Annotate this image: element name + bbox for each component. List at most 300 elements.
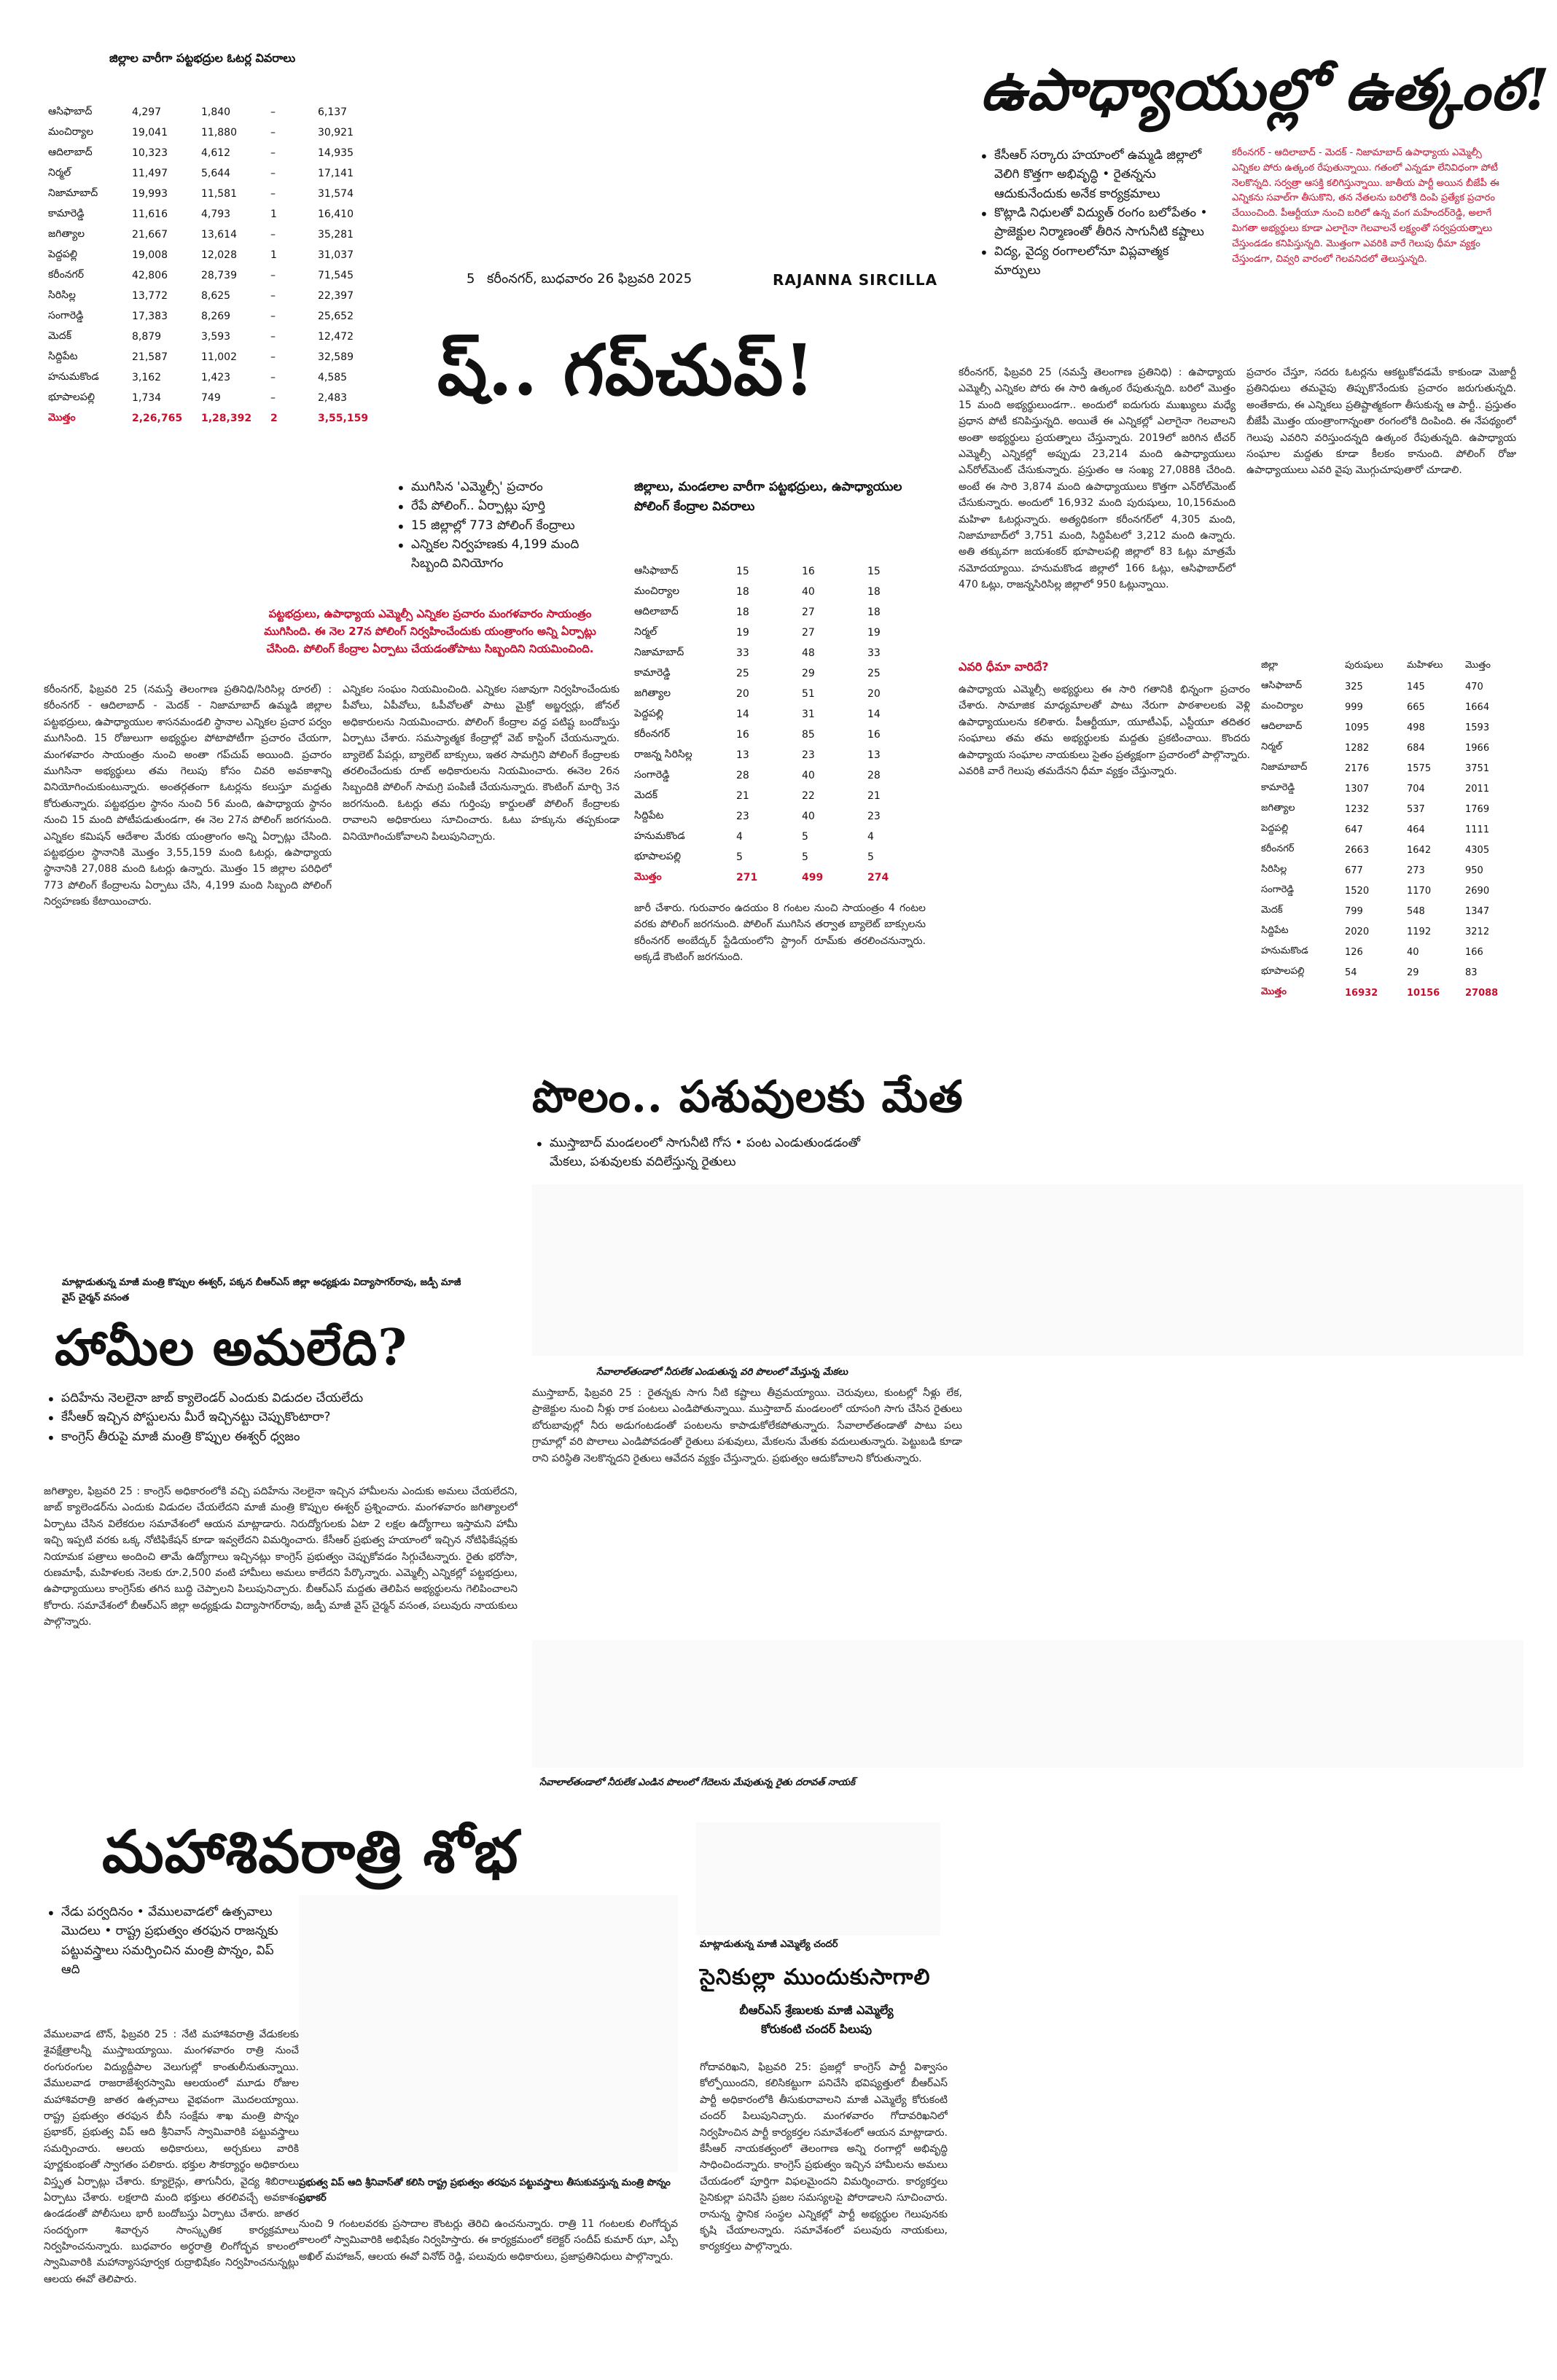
total-value: 1,28,392 <box>201 413 252 424</box>
district-cell: సిద్దిపేట <box>634 809 664 822</box>
value-cell: 4 <box>736 831 743 843</box>
value-cell: – <box>270 188 276 200</box>
value-cell: 3751 <box>1465 762 1490 774</box>
district-cell: భూపాలపల్లి <box>1261 966 1305 977</box>
value-cell: 799 <box>1345 905 1363 917</box>
total-value: 271 <box>736 872 758 883</box>
district-cell: హనుమకొండ <box>1261 945 1308 956</box>
value-cell: 29 <box>802 668 815 679</box>
district-cell: మెదక్ <box>634 789 658 801</box>
table-row <box>1261 962 1520 983</box>
value-cell: 27 <box>802 627 815 639</box>
district-cell: భూపాలపల్లి <box>48 391 95 403</box>
value-cell: 28 <box>867 770 881 781</box>
gupchup-body-col2: ఎన్నికల సంఘం నియమించింది. ఎన్నికల సజావుగా నిర్వహించేందుకు పీవోలు, ఏపీవోలు, ఓపీవోలతో పాటు మైక్రో అబ్జర్వర్లు, జోనల్ అధికారులను నియమించారు. పోలింగ్ కేంద్రాల వద్ద పటిష్ట బందోబస్తు ఏర్పాటు చేశారు. సమస్యాత్మక కేంద్రాల్లో వెబ్ కాస్టింగ్ చేయనున్నారు. బ్యాలెట్ పేపర్లు, బ్యాలెట్ బాక్సులు, ఇతర సామగ్రిని పోలింగ్ కేంద్రాలకు తరలించేందుకు రూట్ అధికారులను నియమించారు. ఈనెల 26న సిబ్బందికి పోలింగ్ సామగ్రి పంపిణీ చేయనున్నారు. కౌంటింగ్ మార్చి 3న జరగనుంది. ఓటర్లు తమ గుర్తింపు కార్డులతో పోలింగ్ కేంద్రాలకు రావాలని అధికారులు సూచించారు. ఓటు హక్కును తప్పకుండా వినియోగించుకోవాలని పిలుపునిచ్చారు. <box>343 684 620 843</box>
value-cell: 30,921 <box>318 127 354 138</box>
value-cell: 13 <box>867 749 881 761</box>
value-cell: 1095 <box>1345 722 1370 733</box>
value-cell: 31,037 <box>318 249 354 261</box>
table-row <box>634 704 926 725</box>
value-cell: 684 <box>1407 742 1425 754</box>
district-cell: ఆసిఫాబాద్ <box>1261 680 1303 691</box>
table-row <box>634 765 926 786</box>
edition-name: RAJANNA SIRCILLA <box>773 271 938 289</box>
table-row <box>634 684 926 704</box>
value-cell: 2176 <box>1345 762 1370 774</box>
value-cell: 3,593 <box>201 331 231 343</box>
table-header: మహిళలు <box>1407 660 1443 671</box>
district-cell: నిజామాబాద్ <box>48 187 98 199</box>
shivaratri-body: వేములవాడ టౌన్, ఫిబ్రవరి 25 : నేటి మహాశివరాత్రి వేడుకలకు శైవక్షేత్రాలన్నీ ముస్తాబయ్యాయి. మంగళవారం రాత్రి నుంచే రంగురంగుల విద్యుద్దీపాల వెలుగుల్లో కాంతులీనుతున్నాయి. వేములవాడ రాజరాజేశ్వరస్వామి ఆలయంలో మూడు రోజుల మహాశివరాత్రి జాతర ఉత్సవాలు వైభవంగా మొదలయ్యాయి. రాష్ట్ర ప్రభుత్వం తరఫున బీసీ సంక్షేమ శాఖ మంత్రి పొన్నం ప్రభాకర్, ప్రభుత్వ విప్ ఆది శ్రీనివాస్ స్వామివారికి పట్టువస్త్రాలు సమర్పించారు. ఆలయ అధికారులు, అర్చకులు వారికి పూర్ణకుంభంతో స్వాగతం పలికారు. భక్తుల సౌకర్యార్థం అధికారులు విస్తృత ఏర్పాట్లు చేశారు. క్యూలైన్లు, తాగునీరు, వైద్య శిబిరాలు ఏర్పాటు చేశారు. లక్షలాది మంది భక్తులు తరలివచ్చే అవకాశం ఉండడంతో పోలీసులు భారీ బందోబస్తు ఏర్పాటు చేశారు. జాతర సందర్భంగా శివార్చన సాంస్కృతిక కార్యక్రమాలు నిర్వహించనున్నారు. బుధవారం అర్ధరాత్రి లింగోద్భవ కాలంలో స్వామివారికి మహాన్యాసపూర్వక రుద్రాభిషేకం నిర్వహించనున్నట్లు ఆలయ ఈవో తెలిపారు. <box>44 2029 299 2285</box>
value-cell: 5 <box>802 851 808 863</box>
total-row <box>634 867 926 888</box>
total-row <box>48 408 391 429</box>
value-cell: 15 <box>736 566 749 577</box>
value-cell: 2,483 <box>318 392 348 404</box>
total-value: 274 <box>867 872 889 883</box>
gupchup-highlight: పట్టభద్రులు, ఉపాధ్యాయ ఎమ్మెల్సీ ఎన్నికల ప్రచారం మంగళవారం సాయంత్రం ముగిసింది. ఈ నెల 27న పోలింగ్ నిర్వహించేందుకు యంత్రాంగం అన్ని ఏర్పాట్లు చేసింది. పోలింగ్ కేంద్రాల ఏర్పాటు చేయడంతోపాటు సిబ్బందిని నియమించింది. <box>264 607 596 655</box>
bullet: • ముస్తాబాద్ మండలంలో సాగునీటి గోస • పంట ఎండుతుండడంతో మేకలు, పశువులకు వదిలేస్తున్న రైతులు <box>532 1134 882 1172</box>
table-row <box>1261 717 1520 738</box>
value-cell: 6,137 <box>318 106 348 118</box>
district-cell: జగిత్యాల <box>1261 803 1295 814</box>
teachers-body-col3: ఉపాధ్యాయ ఎమ్మెల్సీ అభ్యర్థులు ఈ సారి గతానికి భిన్నంగా ప్రచారం చేశారు. సామాజిక మాధ్యమాలతో పాటు నేరుగా పాఠశాలలకు వెళ్లి ఉపాధ్యాయులను కలిశారు. పీఆర్టీయూ, యూటీఎఫ్, ఎస్టీయూ తదితర సంఘాలు తమ తమ అభ్యర్థులకు మద్దతు ప్రకటించాయి. కొందరు ఉపాధ్యాయ సంఘాల నాయకులు సైతం ప్రత్యక్షంగా ప్రచారంలో పాల్గొన్నారు. ఎవరికి వారే గెలుపు తమదేనని ధీమా వ్యక్తం చేస్తున్నారు. <box>959 684 1250 777</box>
value-cell: 20 <box>867 688 881 700</box>
total-row <box>1261 983 1520 1003</box>
value-cell: 16 <box>736 729 749 741</box>
total-value: 10156 <box>1407 987 1440 999</box>
value-cell: 4,793 <box>201 208 231 220</box>
table-row <box>634 745 926 765</box>
value-cell: 25,652 <box>318 311 354 322</box>
soldiers-photo <box>696 1822 940 1935</box>
headline-gupchup: ష్.. గప్‌చుప్! <box>437 329 816 411</box>
district-cell: మెదక్ <box>1261 905 1283 916</box>
total-value: 16932 <box>1345 987 1378 999</box>
value-cell: – <box>270 392 276 404</box>
value-cell: – <box>270 106 276 118</box>
value-cell: 548 <box>1407 905 1425 917</box>
bullet: • 15 జిల్లాల్లో 773 పోలింగ్ కేంద్రాలు <box>394 516 612 535</box>
district-cell: మంచిర్యాల <box>48 125 94 138</box>
value-cell: 21,587 <box>132 351 168 363</box>
value-cell: 8,625 <box>201 290 231 302</box>
table-row <box>1261 860 1520 881</box>
district-cell: ఆదిలాబాద్ <box>48 146 93 158</box>
value-cell: 16 <box>867 729 881 741</box>
value-cell: 14 <box>736 709 749 720</box>
headline-fodder: పొలం.. పశువులకు మేత <box>532 1072 964 1123</box>
shivaratri-body-col2: నుంచి 9 గంటలవరకు ప్రసాదాల కౌంటర్లు తెరిచి ఉంచనున్నారు. రాత్రి 11 గంటలకు లింగోద్భవ కాలంలో స్వామివారికి అభిషేకం నిర్వహిస్తారు. ఈ కార్యక్రమంలో కలెక్టర్ సందీప్ కుమార్ ఝా, ఎస్పీ అఖిల్ మహాజన్, ఆలయ ఈవో వినోద్ రెడ్డి, పలువురు అధికారులు, ప్రజాప్రతినిధులు పాల్గొన్నారు. <box>299 2218 678 2263</box>
value-cell: 54 <box>1345 967 1357 978</box>
table-row <box>1261 799 1520 819</box>
graduates-table-caption: జిల్లాల వారీగా పట్టభద్రుల ఓటర్ల వివరాలు <box>109 51 296 65</box>
value-cell: 28,739 <box>201 270 237 281</box>
value-cell: 4 <box>867 831 874 843</box>
bullet: • విద్య, వైద్య రంగాలలోనూ విప్లవాత్మక మార్పులు <box>977 242 1217 281</box>
table-row <box>634 582 926 602</box>
promises-kicker: మాట్లాడుతున్న మాజీ మంత్రి కొప్పుల ఈశ్వర్, పక్కన బీఆర్‌ఎస్ జిల్లా అధ్యక్షుడు విద్యాసాగర్‌రావు, జడ్పీ మాజీ వైస్ చైర్మన్ వసంత <box>62 1277 461 1303</box>
value-cell: 145 <box>1407 681 1425 692</box>
value-cell: 1347 <box>1465 905 1490 917</box>
value-cell: 1282 <box>1345 742 1370 754</box>
bullet: • రేపే పోలింగ్.. ఏర్పాట్లు పూర్తి <box>394 496 612 515</box>
district-cell: ఆదిలాబాద్ <box>1261 721 1303 732</box>
value-cell: 16,410 <box>318 208 354 220</box>
fodder-bullets <box>532 1134 882 1172</box>
value-cell: – <box>270 147 276 159</box>
table-row <box>48 122 391 143</box>
table-row <box>48 204 391 225</box>
value-cell: 2020 <box>1345 926 1370 937</box>
table-row <box>48 286 391 306</box>
value-cell: 22 <box>802 790 815 802</box>
value-cell: 14,935 <box>318 147 354 159</box>
value-cell: 18 <box>867 586 881 598</box>
value-cell: 12,472 <box>318 331 354 343</box>
value-cell: 8,879 <box>132 331 162 343</box>
value-cell: 1769 <box>1465 803 1490 815</box>
value-cell: 4,585 <box>318 372 348 383</box>
table-row <box>1261 881 1520 901</box>
value-cell: 17,383 <box>132 311 168 322</box>
value-cell: 1170 <box>1407 885 1432 897</box>
value-cell: 19,041 <box>132 127 168 138</box>
polling-table <box>634 561 926 888</box>
value-cell: 18 <box>867 606 881 618</box>
value-cell: 40 <box>1407 946 1419 958</box>
table-row <box>48 245 391 265</box>
district-cell: మంచిర్యాల <box>1261 701 1303 711</box>
table-row <box>48 184 391 204</box>
value-cell: 42,806 <box>132 270 168 281</box>
value-cell: 11,880 <box>201 127 237 138</box>
teachers-red-note: కరీంనగర్ - ఆదిలాబాద్ - మెదక్ - నిజామాబాద్ ఉపాధ్యాయ ఎమ్మెల్సీ ఎన్నికల పోరు ఉత్కంఠ రేపుతున్నాయి. గతంలో ఎన్నడూ లేనివిధంగా పోటీ నెలకొన్నది. సర్వత్రా ఆసక్తి కలిగిస్తున్నాయి. జాతీయ పార్టీ అయిన బీజేపీ ఈ ఎన్నికను సవాల్‌గా తీసుకొని, తన నేతలను బరిలోకి దింపి ప్రత్యేక ప్రచారం చేయించింది. పీఆర్టీయూ నుంచి బరిలో ఉన్న వంగ మహేందర్‌రెడ్డి, అలాగే మిగతా అభ్యర్థులు కూడా ఎలాగైనా గెలవాలనే లక్ష్యంతో సర్వప్రయత్నాలు చేస్తుండడం కనిపిస్తున్నది. మొత్తంగా ఎవరికి వారే గెలుపు ధీమా వ్యక్తం చేస్తుండగా, చివ్వరి వారంలో గెలవనిదలో తెలుస్తున్నది. <box>1232 147 1499 265</box>
value-cell: – <box>270 127 276 138</box>
value-cell: 29 <box>1407 967 1419 978</box>
value-cell: 11,497 <box>132 168 168 179</box>
value-cell: 19,993 <box>132 188 168 200</box>
value-cell: 1 <box>270 249 277 261</box>
table-header: జిల్లా <box>1261 660 1279 671</box>
table-row <box>1261 901 1520 921</box>
value-cell: 32,589 <box>318 351 354 363</box>
value-cell: 470 <box>1465 681 1483 692</box>
table-row <box>1261 779 1520 799</box>
value-cell: 40 <box>802 586 815 598</box>
table-row <box>634 623 926 643</box>
graduates-table <box>48 102 391 429</box>
value-cell: 83 <box>1465 967 1478 978</box>
shivaratri-photo-caption: ప్రభుత్వ విప్ ఆది శ్రీనివాస్‌తో కలిసి రాష్ట్ర ప్రభుత్వం తరఫున పట్టువస్త్రాలు తీసుకువస్తున్న మంత్రి పొన్నం ప్రభాకర్ <box>299 2177 671 2204</box>
value-cell: 48 <box>802 647 815 659</box>
table-row <box>48 143 391 163</box>
value-cell: 1642 <box>1407 844 1432 856</box>
value-cell: – <box>270 168 276 179</box>
district-cell: ఆసిఫాబాద్ <box>48 105 93 117</box>
value-cell: 25 <box>736 668 749 679</box>
district-cell: సిరిసిల్ల <box>48 289 76 301</box>
table-row <box>1261 819 1520 840</box>
value-cell: – <box>270 311 276 322</box>
value-cell: 464 <box>1407 824 1425 835</box>
value-cell: – <box>270 290 276 302</box>
table-row <box>634 827 926 847</box>
value-cell: 12,028 <box>201 249 237 261</box>
table-row <box>634 806 926 827</box>
value-cell: 21 <box>736 790 749 802</box>
value-cell: 10,323 <box>132 147 168 159</box>
value-cell: 17,141 <box>318 168 354 179</box>
soldiers-body: గోదావరిఖని, ఫిబ్రవరి 25: ప్రజల్లో కాంగ్రెస్ పార్టీ విశ్వాసం కోల్పోయిందని, కలిసికట్టుగా పనిచేసి భవిష్యత్తులో బీఆర్‌ఎస్ పార్టీ అధికారంలోకి తీసుకురావాలని మాజీ ఎమ్మెల్యే కోరుకంటి చందర్ పిలుపునిచ్చారు. మంగళవారం గోదావరిఖనిలో నిర్వహించిన పార్టీ కార్యకర్తల సమావేశంలో ఆయన మాట్లాడారు. కేసీఆర్ నాయకత్వంలో తెలంగాణ అన్ని రంగాల్లో అభివృద్ధి సాధించిందన్నారు. కాంగ్రెస్ ప్రభుత్వం ఇచ్చిన హామీలను అమలు చేయడంలో పూర్తిగా విఫలమైందని విమర్శించారు. కార్యకర్తలు సైనికుల్లా పనిచేసి ప్రజల సమస్యలపై పోరాడాలని సూచించారు. రానున్న స్థానిక సంస్థల ఎన్నికల్లో పార్టీ అభ్యర్థుల గెలుపునకు కృషి చేయాలన్నారు. సమావేశంలో పలువురు నాయకులు, కార్యకర్తలు పాల్గొన్నారు. <box>700 2061 948 2253</box>
value-cell: 5 <box>802 831 808 843</box>
district-cell: సంగారెడ్డి <box>634 768 670 781</box>
district-cell: పెద్దపల్లి <box>634 707 664 719</box>
value-cell: 35,281 <box>318 229 354 241</box>
value-cell: 11,616 <box>132 208 168 220</box>
value-cell: 665 <box>1407 701 1425 713</box>
teachers-table <box>1261 656 1520 1003</box>
headline-soldiers: సైనికుల్లా ముందుకుసాగాలి <box>700 1965 931 1990</box>
bullet: • కాంగ్రెస్ తీరుపై మాజీ మంత్రి కొప్పుల ఈశ్వర్ ధ్వజం <box>44 1427 496 1446</box>
total-value: 2,26,765 <box>132 413 183 424</box>
value-cell: 537 <box>1407 803 1425 815</box>
value-cell: 1966 <box>1465 742 1490 754</box>
district-cell: కామారెడ్డి <box>634 666 671 679</box>
total-value: 499 <box>802 872 824 883</box>
headline-promises: హామీల అమలేది? <box>55 1319 408 1377</box>
district-cell: నిర్మల్ <box>634 625 657 638</box>
value-cell: 5,644 <box>201 168 231 179</box>
bullet: • కొట్లాడి నిధులతో విద్యుత్ రంగం బలోపేతం • ప్రాజెక్టుల నిర్మాణంతో తీరిన సాగునీటి కష్టాలు <box>977 203 1217 242</box>
district-cell: సంగారెడ్డి <box>48 309 84 321</box>
fodder-photo-caption: సేవాలాల్‌తండాలో నీరులేక ఎండుతున్న వరి పొలంలో మేస్తున్న మేకలు <box>596 1367 848 1378</box>
value-cell: 677 <box>1345 865 1363 876</box>
district-cell: కామారెడ్డి <box>1261 782 1295 793</box>
fodder-photo-2 <box>532 1640 1523 1768</box>
district-cell: సిద్దిపేట <box>48 350 78 362</box>
value-cell: 33 <box>867 647 881 659</box>
district-cell: జగిత్యాల <box>48 227 85 240</box>
district-cell: కరీంనగర్ <box>48 268 84 281</box>
value-cell: 18 <box>736 606 749 618</box>
value-cell: 1593 <box>1465 722 1490 733</box>
value-cell: 166 <box>1465 946 1483 958</box>
value-cell: 19 <box>736 627 749 639</box>
value-cell: 22,397 <box>318 290 354 302</box>
value-cell: 4,612 <box>201 147 231 159</box>
value-cell: 13 <box>736 749 749 761</box>
value-cell: 31 <box>802 709 815 720</box>
value-cell: – <box>270 331 276 343</box>
district-cell: మెదక్ <box>48 329 72 342</box>
value-cell: 273 <box>1407 865 1425 876</box>
total-value: 27088 <box>1465 987 1499 999</box>
district-cell: జగిత్యాల <box>634 687 671 699</box>
headline-teachers: ఉపాధ్యాయుల్లో ఉత్కంఠ! <box>980 57 1550 123</box>
district-cell: నిజామాబాద్ <box>634 646 684 658</box>
value-cell: 14 <box>867 709 881 720</box>
value-cell: 11,002 <box>201 351 237 363</box>
district-cell: సిరిసిల్ల <box>1261 864 1287 875</box>
value-cell: 23 <box>867 811 881 822</box>
gupchup-body-col1: కరీంనగర్, ఫిబ్రవరి 25 (నమస్తే తెలంగాణ ప్రతినిధి/సిరిసిల్ల రూరల్) : కరీంనగర్ - ఆదిలాబాద్ - మెదక్ - నిజామాబాద్ ఉమ్మడి జిల్లాల పట్టభద్రులు, ఉపాధ్యాయుల శాసనమండలి స్థానాల ఎన్నికల ప్రచార పర్వం ముగిసింది. 15 రోజులుగా అభ్యర్థుల పోటాపోటీగా ప్రచారం చేయగా, మంగళవారం సాయంత్రం నుంచి అంతా గప్‌చుప్ అయింది. ప్రచారం ముగిసినా అభ్యర్థులు తమ గెలుపు కోసం చివరి అవకాశాన్ని వినియోగించుకుంటున్నారు. అంతర్గతంగా ఓటర్లను కలుస్తూ మద్దతు కోరుతున్నారు. పట్టభద్రుల స్థానం నుంచి 56 మంది, ఉపాధ్యాయ స్థానం నుంచి 15 మంది పోటీపడుతుండగా, ఈ నెల 27న పోలింగ్ జరగనుంది. ఎన్నికల కమిషన్ ఆదేశాల మేరకు యంత్రాంగం అన్ని ఏర్పాట్లు చేసింది. పట్టభద్రుల స్థానానికి మొత్తం 3,55,159 మంది ఓటర్లు, ఉపాధ్యాయ స్థానానికి 27,088 మంది ఓటర్లు ఉన్నారు. మొత్తం 15 జిల్లాల పరిధిలో 773 పోలింగ్ కేంద్రాలను ఏర్పాటు చేసి, 4,199 మంది సిబ్బంది పోలింగ్ నిర్వహణకు కేటాయించారు. <box>44 684 332 908</box>
bullet: • కేసీఆర్ ఇచ్చిన పోస్టులను మీరే ఇచ్చినట్టు చెప్పుకొంటారా? <box>44 1408 496 1427</box>
table-row <box>634 561 926 582</box>
value-cell: 4,297 <box>132 106 162 118</box>
polling-table-caption: జిల్లాలు, మండలాల వారీగా పట్టభద్రులు, ఉపాధ్యాయుల పోలింగ్ కేంద్రాల వివరాలు <box>634 480 902 515</box>
table-header: మొత్తం <box>1465 660 1491 671</box>
value-cell: – <box>270 270 276 281</box>
bullet: • ముగిసిన 'ఎమ్మెల్సీ' ప్రచారం <box>394 477 612 496</box>
teachers-subheading: ఎవరి ధీమా వారిదే? <box>959 660 1049 674</box>
value-cell: 999 <box>1345 701 1363 713</box>
promises-body: జగిత్యాల, ఫిబ్రవరి 25 : కాంగ్రెస్ అధికారంలోకి వచ్చి పదిహేను నెలలైనా ఇచ్చిన హామీలను ఎందుకు అమలు చేయలేదని, జాబ్ క్యాలెండర్‌ను ఎందుకు విడుదల చేయలేదని మాజీ మంత్రి కొప్పుల ఈశ్వర్ ప్రశ్నించారు. మంగళవారం జగిత్యాలలో ఏర్పాటు చేసిన విలేకరుల సమావేశంలో ఆయన మాట్లాడారు. నిరుద్యోగులకు ఏటా 2 లక్షల ఉద్యోగాలు ఇస్తామని హామీ ఇచ్చి ఇప్పటి వరకు ఒక్క నోటిఫికేషన్ కూడా ఇవ్వలేదని విమర్శించారు. కేసీఆర్ ప్రభుత్వ హయాంలో ఇచ్చిన నోటిఫికేషన్లకు నియామక పత్రాలు అందించి తామే ఉద్యోగాలు ఇచ్చినట్లు కాంగ్రెస్ ప్రభుత్వం చెప్పుకోవడం సిగ్గుచేటన్నారు. రైతు భరోసా, రుణమాఫీ, మహిళలకు నెలకు రూ.2,500 వంటి హామీలు అమలు కాలేదని పేర్కొన్నారు. ఎమ్మెల్సీ ఎన్నికల్లో పట్టభద్రులు, ఉపాధ్యాయులు కాంగ్రెస్‌కు తగిన బుద్ధి చెప్పాలని పిలుపునిచ్చారు. బీఆర్‌ఎస్ మద్దతు తెలిపిన అభ్యర్థులను గెలిపించాలని కోరారు. సమావేశంలో బీఆర్‌ఎస్ జిల్లా అధ్యక్షుడు విద్యాసాగర్‌రావు, జడ్పీ మాజీ వైస్ చైర్మన్ వసంత, పలువురు నాయకులు పాల్గొన్నారు. <box>44 1486 518 1628</box>
value-cell: 1,734 <box>132 392 162 404</box>
value-cell: 5 <box>736 851 743 863</box>
value-cell: 1,423 <box>201 372 231 383</box>
value-cell: 40 <box>802 811 815 822</box>
district-cell: సంగారెడ్డి <box>1261 884 1295 895</box>
teachers-bullets <box>977 146 1217 280</box>
district-cell: పెద్దపల్లి <box>48 248 78 260</box>
table-row <box>1261 921 1520 942</box>
value-cell: 126 <box>1345 946 1363 958</box>
fodder-photo2-caption: సేవాలాల్‌తండాలో నీరులేక ఎండిన పొలంలో గేదెలను మేపుతున్న రైతు దరావత్ నాయక్ <box>539 1777 856 1788</box>
table-row <box>48 163 391 184</box>
value-cell: 1,840 <box>201 106 231 118</box>
value-cell: 1111 <box>1465 824 1490 835</box>
value-cell: 1664 <box>1465 701 1490 713</box>
table-row <box>1261 942 1520 962</box>
value-cell: 18 <box>736 586 749 598</box>
district-cell: ఆసిఫాబాద్ <box>634 564 679 577</box>
district-cell: రాజన్న సిరిసిల్ల <box>634 748 692 760</box>
table-row <box>1261 697 1520 717</box>
value-cell: 2690 <box>1465 885 1490 897</box>
value-cell: 85 <box>802 729 815 741</box>
value-cell: 19,008 <box>132 249 168 261</box>
value-cell: 3,162 <box>132 372 162 383</box>
table-row <box>634 602 926 623</box>
fodder-continued-body: జారీ చేశారు. గురువారం ఉదయం 8 గంటల నుంచి సాయంత్రం 4 గంటల వరకు పోలింగ్ జరగనుంది. పోలింగ్ ముగిసిన తర్వాత బ్యాలెట్ బాక్సులను కరీంనగర్ అంబేద్కర్ స్టేడియంలోని స్ట్రాంగ్ రూమ్‌కు తరలించనున్నారు. అక్కడే కౌంటింగ్ జరగనుంది. <box>634 902 926 964</box>
value-cell: 325 <box>1345 681 1363 692</box>
total-label: మొత్తం <box>1261 986 1287 997</box>
table-row <box>48 225 391 245</box>
value-cell: 1575 <box>1407 762 1432 774</box>
district-cell: కరీంనగర్ <box>1261 843 1295 854</box>
table-row <box>634 643 926 663</box>
value-cell: 2663 <box>1345 844 1370 856</box>
value-cell: 498 <box>1407 722 1425 733</box>
value-cell: 23 <box>802 749 815 761</box>
table-row <box>48 306 391 327</box>
value-cell: 28 <box>736 770 749 781</box>
table-header: పురుషులు <box>1345 660 1384 671</box>
value-cell: 40 <box>802 770 815 781</box>
district-cell: నిజామాబాద్ <box>1261 762 1308 773</box>
value-cell: 3212 <box>1465 926 1490 937</box>
bullet: • కేసీఆర్ సర్కారు హయాంలో ఉమ్మడి జిల్లాలో వెలిగి కొత్తగా అభివృద్ధి • రైతన్నను ఆదుకునేందుకు అనేక కార్యక్రమాలు <box>977 146 1217 203</box>
value-cell: 13,772 <box>132 290 168 302</box>
fodder-photo <box>532 1185 1523 1356</box>
value-cell: 19 <box>867 627 881 639</box>
district-cell: సిద్దిపేట <box>1261 925 1289 936</box>
district-cell: ఆదిలాబాద్ <box>634 605 679 617</box>
district-cell: నిర్మల్ <box>48 166 71 179</box>
value-cell: 31,574 <box>318 188 354 200</box>
value-cell: 1307 <box>1345 783 1370 795</box>
district-cell: హనుమకొండ <box>48 370 99 383</box>
value-cell: 1520 <box>1345 885 1370 897</box>
gupchup-bullets <box>394 477 612 574</box>
value-cell: 21 <box>867 790 881 802</box>
soldiers-kicker: మాట్లాడుతున్న మాజీ ఎమ్మెల్యే చందర్ <box>700 1939 838 1950</box>
table-row <box>1261 758 1520 779</box>
table-row <box>48 265 391 286</box>
value-cell: 23 <box>736 811 749 822</box>
table-row <box>1261 840 1520 860</box>
district-cell: కరీంనగర్ <box>634 727 670 740</box>
value-cell: 8,269 <box>201 311 231 322</box>
bullet: • నేడు పర్వదినం • వేములవాడలో ఉత్సవాలు మొదలు • రాష్ట్ర ప్రభుత్వం తరఫున రాజన్నకు పట్టువస్త్రాలు సమర్పించిన మంత్రి పొన్నం, విప్ ఆది <box>44 1903 284 1979</box>
headline-shivaratri: మహాశివరాత్రి శోభ <box>102 1817 519 1886</box>
value-cell: 11,581 <box>201 188 237 200</box>
value-cell: 950 <box>1465 865 1483 876</box>
table-row <box>1261 738 1520 758</box>
table-row <box>48 347 391 367</box>
district-cell: హనుమకొండ <box>634 830 685 842</box>
table-row <box>48 367 391 388</box>
value-cell: 4305 <box>1465 844 1490 856</box>
bullet: • ఎన్నికల నిర్వహణకు 4,199 మంది సిబ్బంది వినియోగం <box>394 535 612 574</box>
soldiers-subhead: బీఆర్‌ఎస్ శ్రేణులకు మాజీ ఎమ్మెల్యే కోరుకంటి చందర్ పిలుపు <box>739 2003 894 2036</box>
table-row <box>634 847 926 867</box>
value-cell: 5 <box>867 851 874 863</box>
value-cell: 1192 <box>1407 926 1432 937</box>
total-value: 2 <box>270 413 278 424</box>
value-cell: 51 <box>802 688 815 700</box>
value-cell: 647 <box>1345 824 1363 835</box>
page-number: 5 <box>467 271 475 286</box>
promises-bullets <box>44 1389 496 1446</box>
table-row <box>48 102 391 122</box>
fodder-body: ముస్తాబాద్, ఫిబ్రవరి 25 : రైతన్నకు సాగు నీటి కష్టాలు తీవ్రమయ్యాయి. చెరువులు, కుంటల్లో నీళ్లు లేక, ప్రాజెక్టుల నుంచి నీళ్లు రాక పంటలు ఎండిపోతున్నాయి. ముస్తాబాద్ మండలంలో యాసంగి సాగు చేసిన రైతులు బోరుబావుల్లో నీరు అడుగంటడంతో పంటలను కాపాడుకోలేకపోతున్నారు. సేవాలాల్‌తండాతో పాటు పలు గ్రామాల్లో వరి పొలాలు ఎండిపోవడంతో రైతులు పశువులు, మేకలను మేతకు వదులుతున్నారు. పెట్టుబడి కూడా రాని పరిస్థితి నెలకొన్నదని రైతులు ఆవేదన వ్యక్తం చేస్తున్నారు. ప్రభుత్వం ఆదుకోవాలని కోరుతున్నారు. <box>532 1387 962 1464</box>
shivaratri-photo <box>299 1895 678 2172</box>
value-cell: 15 <box>867 566 881 577</box>
value-cell: 20 <box>736 688 749 700</box>
district-cell: భూపాలపల్లి <box>634 850 681 862</box>
value-cell: 749 <box>201 392 221 404</box>
total-value: 3,55,159 <box>318 413 369 424</box>
value-cell: 1232 <box>1345 803 1370 815</box>
table-row <box>48 388 391 408</box>
district-cell: కామారెడ్డి <box>48 207 85 219</box>
value-cell: 16 <box>802 566 815 577</box>
teachers-body-col2: ప్రచారం చేస్తూ, సదరు ఓటర్లను ఆకట్టుకోవడమే కాకుండా మెజార్టీ ప్రతినిధులు తమవైపు తిప్పుకొనేందుకు ప్రచారం జరుగుతున్నది. అంతేకాదు, ఈ ఎన్నికలు ప్రతిష్టాత్మకంగా తీసుకున్న ఆ పార్టీ.. ప్రస్తుతం బీజేపీ మొత్తం యంత్రాంగాన్నంతా రంగంలోకి దింపింది. ఈ నేపథ్యంలో గెలుపు ఎవరిని వరిస్తుందన్నది ఉత్కంఠ రేపుతున్నది. ఉపాధ్యాయ సంఘాల మద్దతు కూడా కీలకం కానుంది. పోలింగ్ రోజు ఉపాధ్యాయులు ఎవరి వైపు మొగ్గుచూపుతారో చూడాలి. <box>1246 367 1516 477</box>
value-cell: 1 <box>270 208 277 220</box>
bullet: • పదిహేను నెలలైనా జాబ్ క్యాలెండర్ ఎందుకు విడుదల చేయలేదు <box>44 1389 496 1408</box>
value-cell: – <box>270 229 276 241</box>
value-cell: 21,667 <box>132 229 168 241</box>
value-cell: 33 <box>736 647 749 659</box>
district-cell: నిర్మల్ <box>1261 741 1282 752</box>
value-cell: 2011 <box>1465 783 1490 795</box>
dateline: కరీంనగర్, బుధవారం 26 ఫిబ్రవరి 2025 <box>487 271 692 286</box>
total-label: మొత్తం <box>48 411 76 424</box>
value-cell: 71,545 <box>318 270 354 281</box>
table-row <box>634 786 926 806</box>
